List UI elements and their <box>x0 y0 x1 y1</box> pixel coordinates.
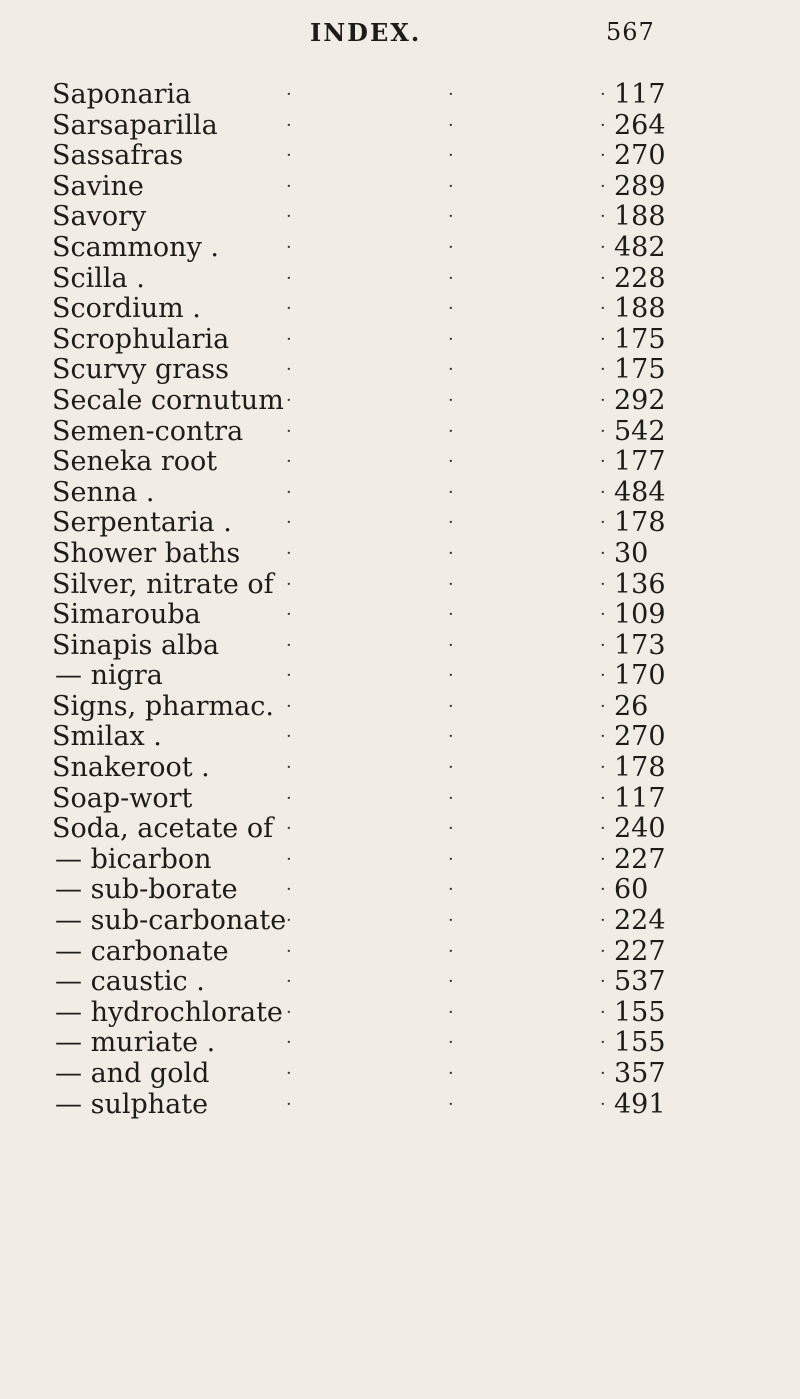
dot-leader: · <box>286 451 292 473</box>
dot-leader: · <box>600 1093 606 1115</box>
entry-page-number: 117 <box>614 79 666 110</box>
dot-leader: · <box>600 604 606 626</box>
dot-leader: · <box>286 542 292 564</box>
entry-page-number: 109 <box>614 599 666 631</box>
dot-leader: · <box>286 1032 292 1054</box>
dot-leader: · <box>286 420 292 442</box>
dot-leader: · <box>600 389 606 411</box>
entry-page-number: 175 <box>614 323 666 355</box>
dot-leader: · <box>286 206 292 228</box>
index-entry <box>0 784 800 815</box>
dot-leader: · <box>448 451 454 473</box>
dot-leader: · <box>448 634 454 656</box>
index-entry <box>0 998 800 1029</box>
dot-leader: · <box>286 879 292 901</box>
dot-leader: · <box>286 114 292 136</box>
dot-leader: · <box>286 695 292 717</box>
entry-term: — and gold <box>55 1058 210 1089</box>
dot-leader: · <box>600 512 606 534</box>
dot-leader: · <box>448 910 454 932</box>
dot-leader: · <box>600 267 606 289</box>
entry-term: Soda, acetate of <box>52 813 274 845</box>
dot-leader: · <box>600 298 606 320</box>
dot-leader: · <box>286 84 292 105</box>
dot-leader: · <box>286 787 292 809</box>
dot-leader: · <box>448 145 454 167</box>
dot-leader: · <box>448 1093 454 1115</box>
dot-leader: · <box>448 328 454 350</box>
dot-leader: · <box>448 1001 454 1023</box>
index-entry <box>0 233 800 264</box>
entry-page-number: 177 <box>614 446 666 478</box>
entry-page-number: 270 <box>614 140 666 172</box>
dot-leader: · <box>448 512 454 534</box>
entry-term: Savine <box>52 170 144 202</box>
entry-term: Saponaria <box>52 79 192 110</box>
dot-leader: · <box>600 726 606 748</box>
entry-term: Semen-contra <box>52 415 244 447</box>
index-entry <box>0 692 800 723</box>
dot-leader: · <box>448 971 454 993</box>
dot-leader: · <box>286 267 292 289</box>
index-entry <box>0 172 800 203</box>
entry-page-number: 155 <box>614 996 666 1028</box>
index-entry <box>0 508 800 539</box>
entry-term: Seneka root <box>52 446 218 478</box>
dot-leader: · <box>448 940 454 962</box>
dot-leader: · <box>286 818 292 840</box>
entry-page-number: 264 <box>614 109 666 141</box>
dot-leader: · <box>286 940 292 962</box>
dot-leader: · <box>600 175 606 197</box>
entry-term: Scammony . <box>52 231 219 263</box>
dot-leader: · <box>600 481 606 503</box>
entry-page-number: 357 <box>614 1058 666 1089</box>
dot-leader: · <box>448 695 454 717</box>
dot-leader: · <box>286 481 292 503</box>
index-entry <box>0 202 800 233</box>
entry-term: Silver, nitrate of <box>52 568 274 600</box>
entry-term: Soap-wort <box>52 782 193 814</box>
index-entry <box>0 386 800 417</box>
entry-page-number: 484 <box>614 476 666 508</box>
dot-leader: · <box>600 910 606 932</box>
dot-leader: · <box>448 879 454 901</box>
dot-leader: · <box>286 848 292 870</box>
entry-page-number: 30 <box>614 537 649 569</box>
dot-leader: · <box>600 848 606 870</box>
dot-leader: · <box>600 451 606 473</box>
dot-leader: · <box>286 665 292 687</box>
dot-leader: · <box>286 1001 292 1023</box>
index-entry <box>0 355 800 386</box>
entry-term: — hydrochlorate <box>55 996 283 1028</box>
dot-leader: · <box>286 634 292 656</box>
entry-term: — muriate . <box>55 1027 216 1059</box>
dot-leader: · <box>600 328 606 350</box>
running-head <box>0 18 800 58</box>
index-entry <box>0 814 800 845</box>
dot-leader: · <box>448 236 454 258</box>
index-entry <box>0 1090 800 1121</box>
dot-leader: · <box>448 481 454 503</box>
index-entry <box>0 631 800 662</box>
index-entry <box>0 264 800 295</box>
entry-page-number: 155 <box>614 1027 666 1059</box>
dot-leader: · <box>448 1032 454 1054</box>
entry-page-number: 224 <box>614 905 666 937</box>
dot-leader: · <box>600 818 606 840</box>
dot-leader: · <box>600 114 606 136</box>
entry-page-number: 117 <box>614 782 666 814</box>
entry-page-number: 537 <box>614 966 666 998</box>
index-entry <box>0 539 800 570</box>
dot-leader: · <box>286 328 292 350</box>
index-entry <box>0 80 800 111</box>
entry-term: Senna . <box>52 476 155 508</box>
entry-term: Signs, pharmac. <box>52 690 274 722</box>
entry-page-number: 542 <box>614 415 666 447</box>
dot-leader: · <box>448 1063 454 1084</box>
index-entry <box>0 447 800 478</box>
dot-leader: · <box>286 145 292 167</box>
dot-leader: · <box>448 818 454 840</box>
dot-leader: · <box>600 879 606 901</box>
index-entry <box>0 111 800 142</box>
dot-leader: · <box>448 267 454 289</box>
entry-term: Savory <box>52 201 147 233</box>
index-entry <box>0 722 800 753</box>
entry-term: Shower baths <box>52 537 241 569</box>
entry-page-number: 60 <box>614 874 649 906</box>
dot-leader: · <box>448 389 454 411</box>
entry-term: Sarsaparilla <box>52 109 218 141</box>
entry-term: Simarouba <box>52 599 201 631</box>
dot-leader: · <box>600 1032 606 1054</box>
entry-page-number: 491 <box>614 1088 666 1120</box>
dot-leader: · <box>448 114 454 136</box>
dot-leader: · <box>448 757 454 779</box>
dot-leader: · <box>448 848 454 870</box>
entry-term: Secale cornutum <box>52 384 284 416</box>
index-entry <box>0 661 800 692</box>
entry-term: Snakeroot . <box>52 752 210 784</box>
dot-leader: · <box>286 757 292 779</box>
dot-leader: · <box>448 573 454 595</box>
dot-leader: · <box>448 542 454 564</box>
entry-page-number: 188 <box>614 293 666 325</box>
index-entry <box>0 600 800 631</box>
dot-leader: · <box>600 1001 606 1023</box>
dot-leader: · <box>286 512 292 534</box>
entry-term: Sinapis alba <box>52 629 220 661</box>
entry-page-number: 26 <box>614 690 649 722</box>
index-entry <box>0 294 800 325</box>
index-entry <box>0 478 800 509</box>
entry-term: Scordium . <box>52 293 201 325</box>
index-entry <box>0 570 800 601</box>
dot-leader: · <box>600 542 606 564</box>
entry-page-number: 227 <box>614 935 666 967</box>
dot-leader: · <box>448 175 454 197</box>
index-list <box>0 80 800 1120</box>
index-entry <box>0 1028 800 1059</box>
entry-page-number: 178 <box>614 752 666 784</box>
index-entry <box>0 875 800 906</box>
dot-leader: · <box>600 940 606 962</box>
entry-page-number: 482 <box>614 231 666 263</box>
entry-page-number: 270 <box>614 721 666 753</box>
entry-page-number: 136 <box>614 568 666 600</box>
dot-leader: · <box>286 573 292 595</box>
dot-leader: · <box>286 910 292 932</box>
dot-leader: · <box>286 1063 292 1084</box>
dot-leader: · <box>448 359 454 381</box>
dot-leader: · <box>600 665 606 687</box>
dot-leader: · <box>600 787 606 809</box>
entry-term: Smilax . <box>52 721 162 753</box>
entry-term: — sub-carbonate <box>55 905 287 937</box>
entry-page-number: 178 <box>614 507 666 539</box>
entry-term: Sassafras <box>52 140 184 172</box>
dot-leader: · <box>600 359 606 381</box>
page-number: 567 <box>606 18 655 46</box>
entry-term: Scurvy grass <box>52 354 230 386</box>
dot-leader: · <box>448 420 454 442</box>
entry-page-number: 240 <box>614 813 666 845</box>
entry-page-number: 175 <box>614 354 666 386</box>
entry-page-number: 289 <box>614 170 666 202</box>
entry-term: — nigra <box>55 660 163 692</box>
entry-term: Scrophularia <box>52 323 230 355</box>
entry-page-number: 227 <box>614 843 666 875</box>
dot-leader: · <box>286 175 292 197</box>
dot-leader: · <box>448 206 454 228</box>
running-title: INDEX. <box>310 18 422 47</box>
index-entry <box>0 845 800 876</box>
dot-leader: · <box>600 420 606 442</box>
dot-leader: · <box>600 573 606 595</box>
index-entry <box>0 937 800 968</box>
dot-leader: · <box>600 145 606 167</box>
entry-page-number: 170 <box>614 660 666 692</box>
entry-term: — sub-borate <box>55 874 238 906</box>
index-entry <box>0 753 800 784</box>
entry-term: — sulphate <box>55 1088 209 1120</box>
dot-leader: · <box>600 84 606 105</box>
index-entry <box>0 325 800 356</box>
index-entry <box>0 967 800 998</box>
dot-leader: · <box>600 695 606 717</box>
dot-leader: · <box>286 604 292 626</box>
dot-leader: · <box>600 634 606 656</box>
index-entry <box>0 141 800 172</box>
entry-term: Serpentaria . <box>52 507 232 539</box>
dot-leader: · <box>600 236 606 258</box>
entry-page-number: 292 <box>614 384 666 416</box>
entry-term: Scilla . <box>52 262 145 294</box>
dot-leader: · <box>448 604 454 626</box>
dot-leader: · <box>448 787 454 809</box>
dot-leader: · <box>600 757 606 779</box>
entry-page-number: 173 <box>614 629 666 661</box>
dot-leader: · <box>600 206 606 228</box>
dot-leader: · <box>448 665 454 687</box>
dot-leader: · <box>448 726 454 748</box>
index-entry <box>0 1059 800 1090</box>
index-entry <box>0 417 800 448</box>
dot-leader: · <box>448 298 454 320</box>
dot-leader: · <box>286 298 292 320</box>
dot-leader: · <box>286 971 292 993</box>
dot-leader: · <box>286 726 292 748</box>
entry-term: — carbonate <box>55 935 229 967</box>
dot-leader: · <box>286 359 292 381</box>
dot-leader: · <box>286 1093 292 1115</box>
dot-leader: · <box>600 971 606 993</box>
entry-page-number: 188 <box>614 201 666 233</box>
dot-leader: · <box>600 1063 606 1084</box>
entry-term: — caustic . <box>55 966 205 998</box>
dot-leader: · <box>448 84 454 105</box>
dot-leader: · <box>286 389 292 411</box>
dot-leader: · <box>286 236 292 258</box>
entry-term: — bicarbon <box>55 843 212 875</box>
entry-page-number: 228 <box>614 262 666 294</box>
index-entry <box>0 906 800 937</box>
